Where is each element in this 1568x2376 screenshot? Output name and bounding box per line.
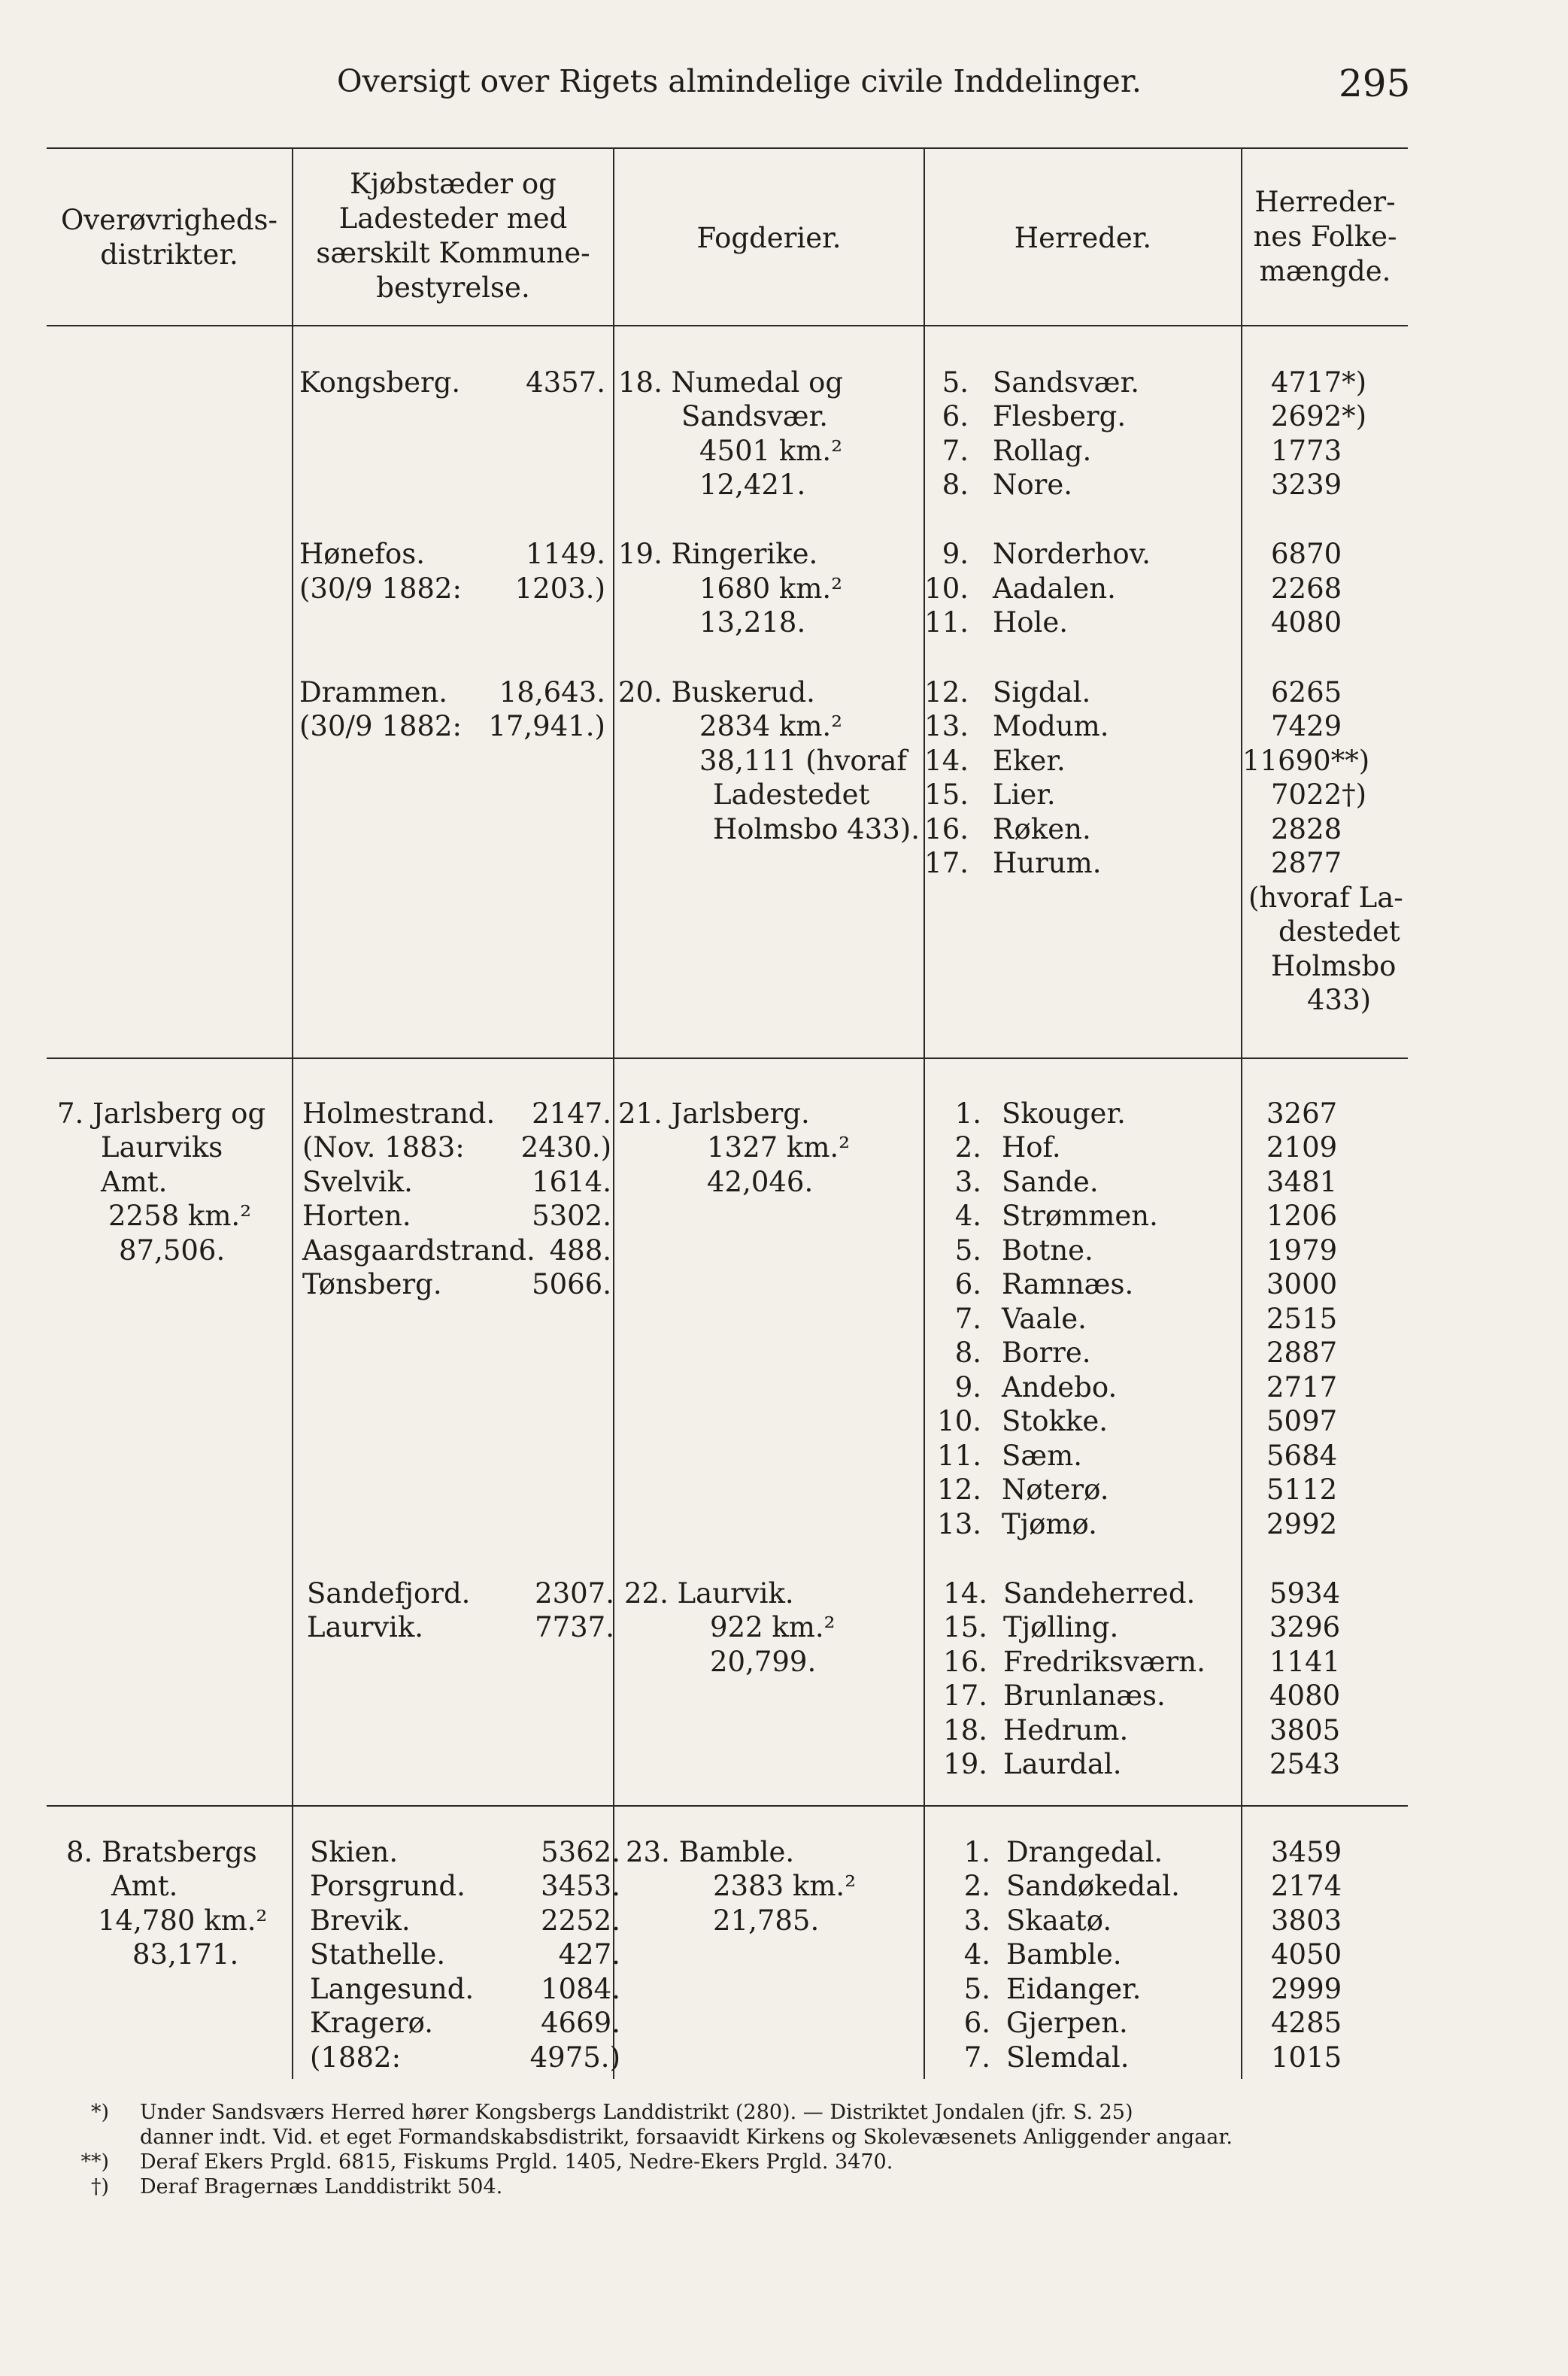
amt-population: 83,171. [132,1938,239,1971]
herred-number: 10. [937,1405,981,1437]
herred-population: 6870 [1271,538,1342,570]
herred-name: Sande. [1002,1166,1099,1198]
fogderi-population: 20,799. [710,1646,817,1678]
footnote-marker: **) [80,2150,109,2174]
herred-name: Drangedal. [1006,1836,1163,1868]
herred-population-note: 433) [1307,984,1372,1016]
herred-population: 4080 [1269,1680,1341,1712]
herred-name: Hedrum. [1003,1714,1129,1746]
herred-number: 6. [942,400,969,432]
herred-name: Tjølling. [1003,1611,1119,1643]
herred-population: 7429 [1271,710,1342,742]
herred-population: 4285 [1271,2007,1342,2039]
herred-number: 14. [943,1577,987,1610]
herred-population: 1979 [1266,1234,1338,1267]
herred-number: 11. [924,606,969,639]
amt-name: 7. Jarlsberg og [57,1097,266,1130]
fogderi-area: 1327 km.² [707,1131,851,1164]
herred-population: 5112 [1266,1473,1338,1506]
town-population: 1149. [526,538,605,570]
herred-population: 2543 [1269,1748,1341,1780]
herred-name: Sandeherred. [1003,1577,1196,1610]
town-population: 5362. [541,1836,620,1868]
column-divider-1 [292,147,293,2079]
herred-name: Nøterø. [1002,1473,1109,1506]
herred-population: 4050 [1271,1938,1342,1971]
town-population: 1084. [541,1973,620,2005]
herred-number: 7. [963,2041,990,2074]
town-name: Sandefjord. [307,1577,471,1610]
amt-name: Amt. [111,1870,178,1902]
town-name: Holmestrand. [302,1097,496,1130]
herred-number: 5. [963,1973,990,2005]
herred-name: Ramnæs. [1002,1268,1134,1300]
herred-population: 2887 [1266,1337,1338,1369]
page-number: 295 [1339,62,1411,105]
herred-number: 14. [924,745,969,777]
town-population: 7737. [535,1611,614,1643]
col-header-overovrighedsdistrikter: Overøvrigheds- distrikter. [60,204,278,271]
herred-number: 12. [937,1473,981,1506]
town-note: (30/9 1882: [299,710,462,742]
town-population: 4669. [541,2007,620,2039]
herred-number: 18. [943,1714,987,1746]
herred-population: 5934 [1269,1577,1341,1610]
town-population: 4357. [526,366,605,399]
herred-number: 5. [942,366,969,399]
herred-name: Røken. [993,813,1091,845]
col-header-folkemaengde: Herreder- nes Folke- mængde. [1253,186,1397,287]
col-header-herreder: Herreder. [1014,222,1152,254]
footnote-text: Deraf Bragernæs Landdistrikt 504. [140,2175,503,2198]
herred-number: 16. [924,813,969,845]
fogderi-population: 13,218. [699,606,806,639]
amt-name: Amt. [101,1166,168,1198]
town-population: 5066. [532,1268,611,1300]
herred-population: 5097 [1266,1405,1338,1437]
herred-number: 4. [963,1938,990,1971]
herred-number: 17. [924,847,969,879]
herred-number: 13. [937,1508,981,1540]
herred-name: Sæm. [1002,1440,1082,1472]
herred-name: Nore. [993,469,1072,501]
herred-number: 8. [942,469,969,501]
herred-population: 11690**) [1242,745,1370,777]
herred-name: Strømmen. [1002,1200,1158,1232]
fogderi-line: 23. Bamble. [626,1836,795,1868]
herred-name: Hole. [993,606,1069,639]
herred-name: Brunlanæs. [1003,1680,1166,1712]
fogderi-area: 2383 km.² [713,1870,857,1902]
herred-population: 4717*) [1271,366,1367,399]
fogderi-area: 2834 km.² [699,710,843,742]
amt-population: 87,506. [119,1234,226,1267]
herred-number: 12. [924,676,969,709]
town-name: Brevik. [310,1904,411,1937]
herred-population: 2877 [1271,847,1342,879]
herred-name: Botne. [1002,1234,1093,1267]
herred-name: Flesberg. [993,400,1127,432]
fogderi-area: 1680 km.² [699,572,843,605]
footnote-marker: *) [90,2101,109,2124]
town-note-value: 17,941.) [488,710,605,742]
herred-population-note: destedet [1278,915,1400,948]
town-note: (30/9 1882: [299,572,462,605]
herred-population: 2692*) [1271,400,1367,432]
herred-population: 3459 [1271,1836,1342,1868]
herred-number: 11. [937,1440,981,1472]
herred-population: 3805 [1269,1714,1341,1746]
herred-population: 2174 [1271,1870,1342,1902]
herred-population: 2999 [1271,1973,1342,2005]
fogderi-line: 18. Numedal og [618,366,844,399]
town-population: 2307. [535,1577,614,1610]
herred-name: Sigdal. [993,676,1091,709]
town-population: 2147. [532,1097,611,1130]
town-name: Drammen. [299,676,448,709]
town-population: 427. [558,1938,620,1971]
herred-population: 1773 [1271,435,1342,467]
herred-number: 9. [942,538,969,570]
herred-number: 6. [963,2007,990,2039]
col-header-fogderier: Fogderier. [696,222,842,254]
town-name: Svelvik. [302,1166,413,1198]
herred-population-note: (hvoraf La- [1248,882,1403,914]
herred-name: Andebo. [1002,1371,1118,1403]
herred-number: 13. [924,710,969,742]
town-note-value: 2430.) [520,1131,611,1164]
herred-name: Sandsvær. [993,366,1139,399]
herred-name: Skouger. [1002,1097,1126,1130]
herred-population: 2992 [1266,1508,1338,1540]
herred-name: Hof. [1002,1131,1061,1164]
herred-name: Bamble. [1006,1938,1122,1971]
herred-name: Vaale. [1002,1303,1087,1335]
town-population: 3453. [541,1870,620,1902]
fogderi-area: 4501 km.² [699,435,843,467]
running-head: Oversigt over Rigets almindelige civile Inddelinger. [337,63,1142,99]
amt-area: 14,780 km.² [98,1904,268,1937]
herred-name: Aadalen. [993,572,1116,605]
town-note-value: 4975.) [529,2041,620,2074]
fogderi-line: 22. Laurvik. [624,1577,794,1610]
herred-population: 2515 [1266,1303,1338,1335]
herred-number: 5. [954,1234,981,1267]
herred-name: Eker. [993,745,1066,777]
herred-name: Rollag. [993,435,1092,467]
herred-population: 3239 [1271,469,1342,501]
herred-name: Skaatø. [1006,1904,1112,1937]
section-rule-1 [47,1058,1408,1059]
amt-name: 8. Bratsbergs [66,1836,257,1868]
town-name: Horten. [302,1200,411,1232]
herred-name: Laurdal. [1003,1748,1122,1780]
herred-population: 6265 [1271,676,1342,709]
herred-name: Modum. [993,710,1109,742]
town-name: Stathelle. [310,1938,446,1971]
town-name: Porsgrund. [310,1870,466,1902]
town-population: 18,643. [499,676,605,709]
header-rule [47,325,1408,326]
herred-population: 2828 [1271,813,1342,845]
herred-name: Sandøkedal. [1006,1870,1180,1902]
town-name: Skien. [310,1836,399,1868]
herred-number: 7. [954,1303,981,1335]
herred-number: 15. [943,1611,987,1643]
herred-population: 2109 [1266,1131,1338,1164]
herred-number: 8. [954,1337,981,1369]
herred-name: Norderhov. [993,538,1151,570]
herred-number: 7. [942,435,969,467]
herred-population: 3296 [1269,1611,1341,1643]
footnote-text: Deraf Ekers Prgld. 6815, Fiskums Prgld. 1405, Nedre-Ekers Prgld. 3470. [140,2150,893,2174]
herred-number: 1. [963,1836,990,1868]
herred-population: 1206 [1266,1200,1338,1232]
town-name: Langesund. [310,1973,475,2005]
herred-number: 2. [963,1870,990,1902]
town-name: Tønsberg. [302,1268,442,1300]
fogderi-line: 21. Jarlsberg. [618,1097,810,1130]
herred-number: 17. [943,1680,987,1712]
footnote-text: danner indt. Vid. et eget Formandskabsdistrikt, forsaavidt Kirkens og Skolevæsenets Anliggender angaar. [140,2126,1233,2149]
column-divider-3 [924,147,925,2079]
herred-number: 4. [954,1200,981,1232]
herred-name: Fredriksværn. [1003,1646,1206,1678]
herred-name: Stokke. [1002,1405,1108,1437]
town-name: Aasgaardstrand. [302,1234,535,1267]
fogderi-area: 922 km.² [710,1611,836,1643]
herred-name: Eidanger. [1006,1973,1142,2005]
herred-number: 9. [954,1371,981,1403]
fogderi-line: Holmsbo 433). [713,813,920,845]
fogderi-population: 42,046. [707,1166,814,1198]
herred-population-note: Holmsbo [1271,950,1397,982]
fogderi-line: 20. Buskerud. [618,676,815,709]
herred-number: 3. [963,1904,990,1937]
footnote-marker: †) [90,2175,109,2198]
section-rule-2 [47,1805,1408,1807]
amt-name: Laurviks [101,1131,223,1164]
herred-name: Lier. [993,778,1056,811]
town-name: Hønefos. [299,538,425,570]
col-header-kjobstaeder: Kjøbstæder og Ladesteder med særskilt Kommune- bestyrelse. [316,168,590,304]
herred-number: 1. [954,1097,981,1130]
town-population: 5302. [532,1200,611,1232]
herred-name: Hurum. [993,847,1102,879]
herred-number: 15. [924,778,969,811]
town-population: 488. [549,1234,611,1267]
town-name: Kragerø. [310,2007,434,2039]
town-population: 2252. [541,1904,620,1937]
herred-population: 1141 [1269,1646,1341,1678]
herred-name: Tjømø. [1002,1508,1097,1540]
herred-population: 5684 [1266,1440,1338,1472]
town-note: (Nov. 1883: [302,1131,465,1164]
column-divider-4 [1241,147,1242,2079]
herred-population: 3803 [1271,1904,1342,1937]
herred-number: 3. [954,1166,981,1198]
herred-population: 3481 [1266,1166,1338,1198]
top-rule [47,147,1408,149]
fogderi-line: 19. Ringerike. [618,538,818,570]
fogderi-population: 21,785. [713,1904,820,1937]
herred-population: 1015 [1271,2041,1342,2074]
herred-number: 6. [954,1268,981,1300]
herred-number: 19. [943,1748,987,1780]
footnote-text: Under Sandsværs Herred hører Kongsbergs Landdistrikt (280). — Distriktet Jondalen (jfr. S. 25) [140,2101,1133,2124]
column-divider-2 [613,147,614,2079]
fogderi-line: Ladestedet [713,778,870,811]
herred-number: 16. [943,1646,987,1678]
herred-number: 10. [924,572,969,605]
town-note-value: 1203.) [514,572,605,605]
herred-population: 2717 [1266,1371,1338,1403]
herred-population: 7022†) [1271,778,1367,811]
herred-name: Borre. [1002,1337,1091,1369]
town-population: 1614. [532,1166,611,1198]
herred-population: 2268 [1271,572,1342,605]
herred-population: 3267 [1266,1097,1338,1130]
herred-name: Slemdal. [1006,2041,1130,2074]
fogderi-population: 38,111 (hvoraf [699,745,908,777]
town-note: (1882: [310,2041,402,2074]
herred-population: 4080 [1271,606,1342,639]
herred-name: Gjerpen. [1006,2007,1128,2039]
town-name: Kongsberg. [299,366,461,399]
herred-number: 2. [954,1131,981,1164]
fogderi-population: 12,421. [699,469,806,501]
town-name: Laurvik. [307,1611,424,1643]
amt-area: 2258 km.² [108,1200,252,1232]
fogderi-line: Sandsvær. [681,400,828,432]
herred-population: 3000 [1266,1268,1338,1300]
